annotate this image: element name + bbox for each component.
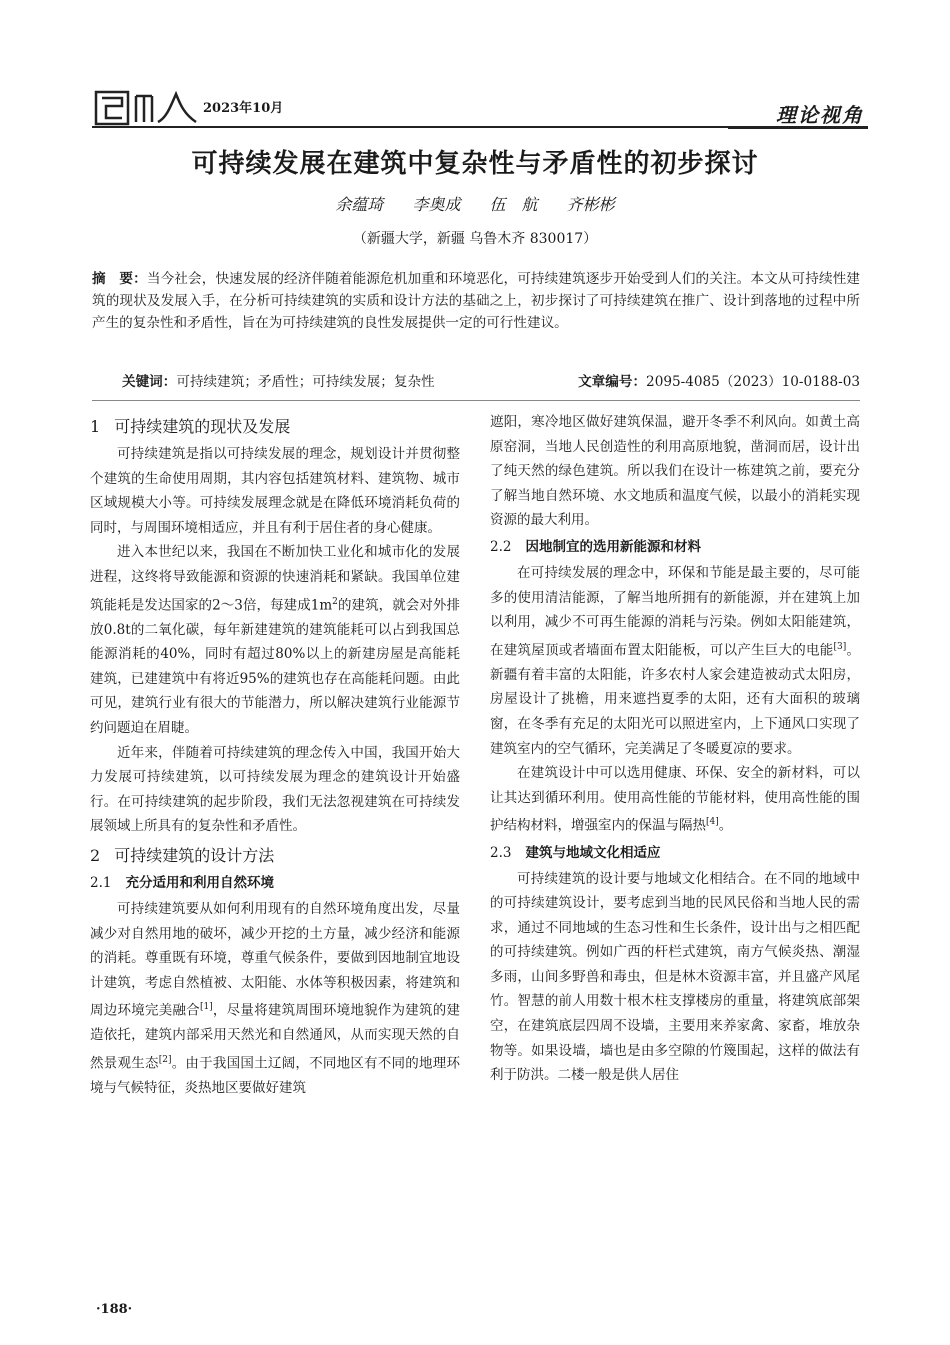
section-title: 可持续建筑的设计方法 [114,846,275,865]
author-list [0,192,950,215]
article-code-text: 2095-4085（2023）10-0188-03 [646,374,860,390]
citation: [4] [706,817,719,828]
author: 余蕴琦 [335,195,384,214]
paragraph-text: ，尽量将建筑周围环境地貌作为建筑的建造依托，建筑内部采用天然光和自然通风，从而实现天然的自然景观生态 [90,1002,461,1072]
abstract-separator [92,400,860,401]
page-number: ·188· [96,1302,133,1317]
section-number: 2 [90,846,101,865]
section-heading [90,414,460,440]
paragraph [90,897,460,1101]
paragraph [490,761,860,838]
paragraph-text: 在建筑设计中可以选用健康、环保、安全的新材料，可以让其达到循环利用。使用高性能的节能材料，使用高性能的围护结构材料，增强室内的保温与隔热 [490,765,860,834]
paragraph-text: 。新疆有着丰富的太阳能，许多农村人家会建造被动式太阳房，房屋设计了挑檐，用来遮挡夏季的太阳，还有大面积的玻璃窗，在冬季有充足的太阳光可以照进室内，上下通风口实现了建筑室内的空气循环，完美满足了冬暖夏凉的要求。 [490,642,861,757]
paragraph-continued: 遮阳，寒冷地区做好建筑保温，避开冬季不利风向。如黄土高原窑洞，当地人民创造性的利用高原地貌，凿洞而居，设计出了纯天然的绿色建筑。所以我们在设计一栋建筑之前，要充分了解当地自然环境、水文地质和温度气候，以最小的消耗实现资源的最大利用。 [490,414,860,529]
left-column [90,410,460,1101]
subsection-heading [490,535,860,559]
citation: [1] [199,1002,213,1013]
issue-date: 2023年10月 [203,101,284,116]
paragraph [90,540,460,740]
journal-logo [92,88,200,128]
article-code [578,370,860,390]
right-column [490,410,860,1088]
paper-title: 可持续发展在建筑中复杂性与矛盾性的初步探讨 [191,149,759,179]
affiliation: （新疆大学，新疆 乌鲁木齐 830017） [352,231,598,247]
abstract-label: 摘 要： [92,271,147,287]
section-tag-underline [728,126,868,129]
author: 齐彬彬 [566,195,615,214]
paragraph-text: 可持续建筑要从如何利用现有的自然环境角度出发，尽量减少对自然用地的破坏，减少开挖的土方量，减少经济和能源的消耗。尊重既有环境，尊重气候条件，要做到因地制宜地设计建筑，考虑自然植被、太阳能、水体等积极因素，将建筑和周边环境完美融合 [90,901,460,1019]
header-rule [92,126,732,128]
keywords [122,370,435,390]
section-heading [90,843,460,869]
abstract [92,268,860,334]
paragraph-text: 的建筑，就会对外排放0.8t的二氧化碳，每年新建建筑的建筑能耗可以占到我国总能源消耗的40%，同时有超过80%以上的新建房屋是高能耗建筑，已建建筑中有将近95%的建筑也存在高能耗问题。由此可见，建筑行业有很大的节能潜力，所以解决建筑行业能源节约问题迫在眉睫。 [90,597,460,737]
paragraph-text: 。由于我国国土辽阔，不同地区有不同的地理环境与气候特征，炎热地区要做好建筑 [90,1055,461,1097]
superscript: 2 [332,596,338,607]
paragraph: 可持续建筑是指以可持续发展的理念，规划设计并贯彻整个建筑的生命使用周期，其内容包括建筑材料、建筑物、城市区域规模大小等。可持续发展理念就是在降低环境消耗负荷的同时，与周围环境相适应，并且有利于居住者的身心健康。 [90,446,460,536]
author: 李奥成 [412,195,461,214]
section-title: 可持续建筑的现状及发展 [114,417,291,436]
article-code-label: 文章编号： [578,374,647,390]
paragraph-text: 在可持续发展的理念中，环保和节能是最主要的，尽可能多的使用清洁能源，了解当地所拥有的新能源，并在建筑上加以利用，减少不可再生能源的消耗与污染。例如太阳能建筑，在建筑屋顶或者墙面布置太阳能板，可以产生巨大的电能 [490,564,860,659]
citation: [3] [833,641,847,652]
paragraph-text: 。 [718,817,733,834]
subsection-number: 2.2 [490,538,512,555]
citation: [2] [158,1055,172,1066]
paragraph-text: 进入本世纪以来，我国在不断加快工业化和城市化的发展进程，这终将导致能源和资源的快速消耗和紧缺。我国单位建筑能耗是发达国家的2～3倍，每建成1m [90,544,460,614]
paragraph: 可持续建筑的设计要与地域文化相结合。在不同的地域中的可持续建筑设计，要考虑到当地的民风民俗和当地人民的需求，通过不同地域的生态习性和生长条件，设计出与之相匹配的可持续建筑。例如广西的杆栏式建筑，南方气候炎热、潮湿多雨，山间多野兽和毒虫，但是林木资源丰富，并且盛产风尾竹。智慧的前人用数十根木柱支撑楼房的重量，将建筑底部架空，在建筑底层四周不设墙，主要用来养家禽、家畜，堆放杂物等。如果设墙，墙也是由多空隙的竹篾围起，这样的做法有利于防洪。二楼一般是供人居住 [490,870,860,1084]
subsection-heading [490,841,860,865]
subsection-title: 充分适用和利用自然环境 [125,875,274,891]
subsection-title: 建筑与地域文化相适应 [525,844,661,861]
paragraph: 近年来，伴随着可持续建筑的理念传入中国，我国开始大力发展可持续建筑，以可持续发展为理念的建筑设计开始盛行。在可持续建筑的起步阶段，我们无法忽视建筑在可持续发展领域上所具有的复杂性和矛盾性。 [90,744,460,835]
subsection-number: 2.1 [90,875,112,891]
subsection-title: 因地制宜的选用新能源和材料 [525,538,701,555]
subsection-number: 2.3 [490,844,512,861]
section-number: 1 [90,417,101,436]
author: 伍 航 [489,195,538,214]
abstract-text: 当今社会，快速发展的经济伴随着能源危机加重和环境恶化，可持续建筑逐步开始受到人们的关注。本文从可持续性建筑的现状及发展入手，在分析可持续建筑的实质和设计方法的基础之上，初步探讨了可持续建筑在推广、设计到落地的过程中所产生的复杂性和矛盾性，旨在为可持续建筑的良性发展提供一定的可行性建议。 [92,271,861,331]
keywords-line [92,370,860,392]
keywords-text: 可持续建筑；矛盾性；可持续发展；复杂性 [176,374,435,390]
paragraph [490,561,860,761]
section-tag: 理论视角 [776,103,864,127]
keywords-label: 关键词： [122,374,177,390]
subsection-heading [90,871,460,895]
